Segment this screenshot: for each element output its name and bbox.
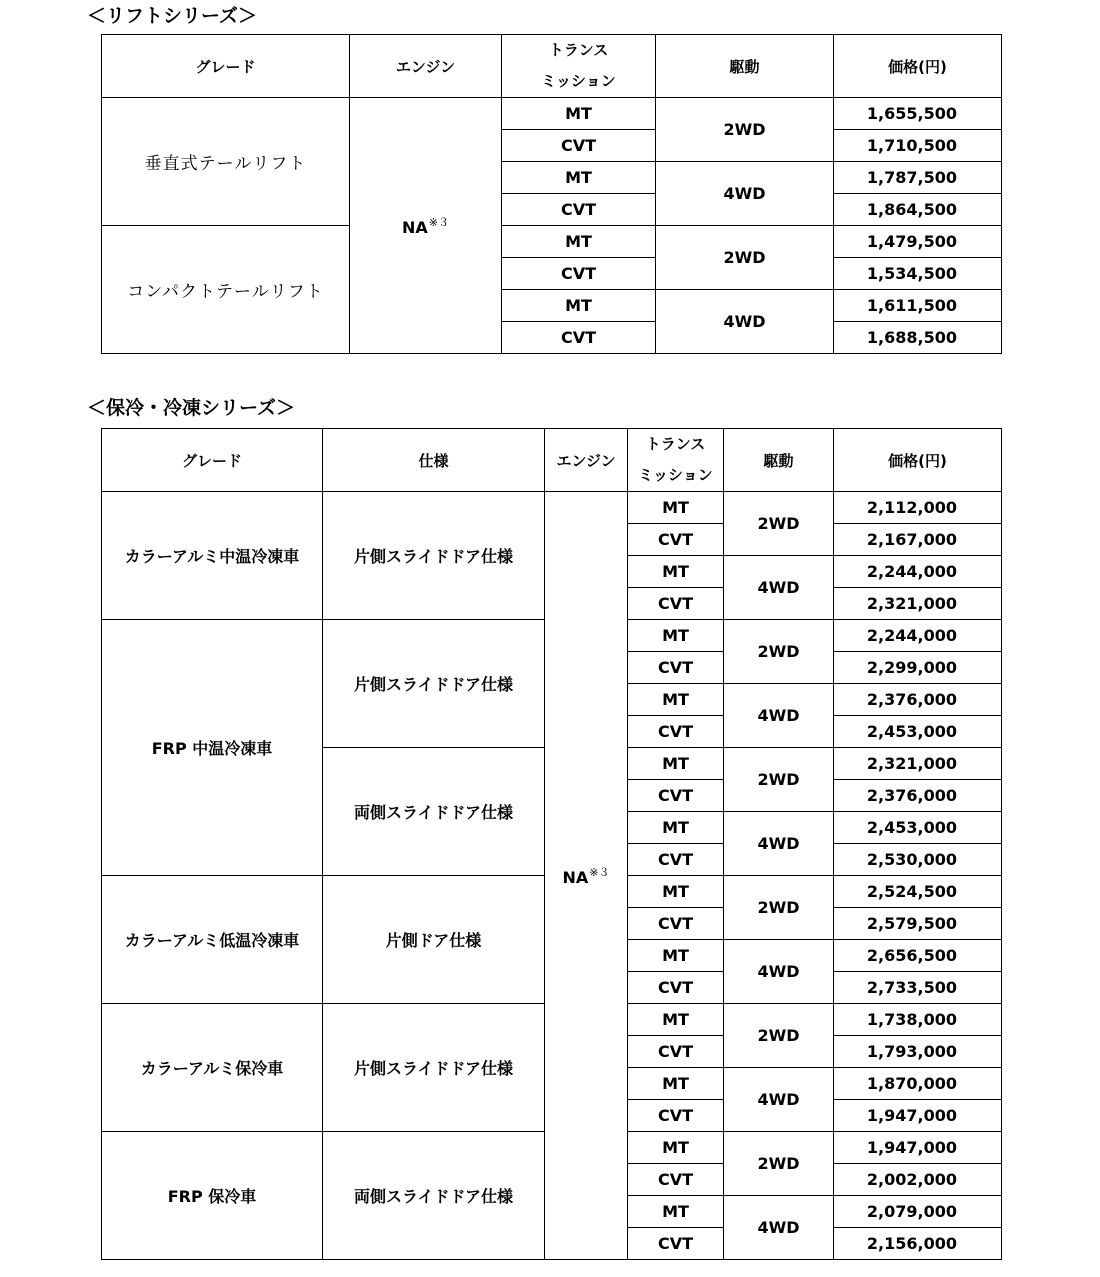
price-cell: 1,787,500 xyxy=(834,162,1002,194)
header-drive: 駆動 xyxy=(724,429,834,492)
spec-cell: 片側スライドドア仕様 xyxy=(323,620,545,748)
table-header-row xyxy=(102,429,1002,492)
header-transmission-line2: ミッション xyxy=(541,72,616,90)
transmission-cell: CVT xyxy=(628,1228,724,1260)
price-cell: 2,579,500 xyxy=(834,908,1002,940)
engine-footnote-mark: ※３ xyxy=(589,866,610,879)
price-cell: 2,244,000 xyxy=(834,620,1002,652)
transmission-cell: CVT xyxy=(628,908,724,940)
drive-cell: 4WD xyxy=(724,940,834,1004)
transmission-cell: MT xyxy=(628,940,724,972)
transmission-cell: CVT xyxy=(628,716,724,748)
price-cell: 2,453,000 xyxy=(834,812,1002,844)
grade-cell: カラーアルミ中温冷凍車 xyxy=(102,492,323,620)
grade-cell: 垂直式テールリフト xyxy=(102,98,350,226)
transmission-cell: CVT xyxy=(502,322,656,354)
engine-footnote-mark: ※３ xyxy=(428,216,449,229)
price-cell: 2,524,500 xyxy=(834,876,1002,908)
header-price: 価格(円) xyxy=(834,429,1002,492)
drive-cell: 4WD xyxy=(656,290,834,354)
drive-cell: 4WD xyxy=(724,684,834,748)
transmission-cell: MT xyxy=(628,748,724,780)
grade-cell: FRP 保冷車 xyxy=(102,1132,323,1260)
price-cell: 2,733,500 xyxy=(834,972,1002,1004)
price-cell: 1,710,500 xyxy=(834,130,1002,162)
header-price: 価格(円) xyxy=(834,35,1002,98)
drive-cell: 4WD xyxy=(724,556,834,620)
drive-cell: 2WD xyxy=(724,748,834,812)
grade-cell: カラーアルミ保冷車 xyxy=(102,1004,323,1132)
transmission-cell: CVT xyxy=(628,844,724,876)
price-cell: 1,655,500 xyxy=(834,98,1002,130)
transmission-cell: MT xyxy=(628,1132,724,1164)
price-cell: 1,534,500 xyxy=(834,258,1002,290)
drive-cell: 4WD xyxy=(724,812,834,876)
price-cell: 2,376,000 xyxy=(834,780,1002,812)
transmission-cell: MT xyxy=(628,876,724,908)
spec-cell: 片側スライドドア仕様 xyxy=(323,492,545,620)
drive-cell: 2WD xyxy=(724,876,834,940)
table-header-row xyxy=(102,35,1002,98)
header-transmission xyxy=(502,35,656,98)
spec-cell: 片側スライドドア仕様 xyxy=(323,1004,545,1132)
transmission-cell: CVT xyxy=(628,1100,724,1132)
drive-cell: 4WD xyxy=(656,162,834,226)
price-cell: 1,793,000 xyxy=(834,1036,1002,1068)
header-engine: エンジン xyxy=(545,429,628,492)
grade-cell: コンパクトテールリフト xyxy=(102,226,350,354)
lift-series-price-table xyxy=(101,34,1002,354)
transmission-cell: MT xyxy=(628,812,724,844)
drive-cell: 4WD xyxy=(724,1068,834,1132)
header-transmission-line1: トランス xyxy=(645,435,706,453)
transmission-cell: MT xyxy=(628,492,724,524)
transmission-cell: CVT xyxy=(502,258,656,290)
cold-series-price-table xyxy=(101,428,1002,1260)
transmission-cell: MT xyxy=(502,226,656,258)
price-cell: 1,870,000 xyxy=(834,1068,1002,1100)
transmission-cell: MT xyxy=(628,1068,724,1100)
price-cell: 1,611,500 xyxy=(834,290,1002,322)
transmission-cell: MT xyxy=(502,290,656,322)
drive-cell: 2WD xyxy=(724,620,834,684)
lift-series-title: ＜リフトシリーズ＞ xyxy=(87,5,258,27)
drive-cell: 2WD xyxy=(724,492,834,556)
grade-cell: カラーアルミ低温冷凍車 xyxy=(102,876,323,1004)
header-transmission-line2: ミッション xyxy=(638,466,713,484)
price-cell: 2,656,500 xyxy=(834,940,1002,972)
spec-cell: 両側スライドドア仕様 xyxy=(323,1132,545,1260)
transmission-cell: CVT xyxy=(628,1164,724,1196)
price-cell: 2,079,000 xyxy=(834,1196,1002,1228)
price-cell: 2,376,000 xyxy=(834,684,1002,716)
price-cell: 2,156,000 xyxy=(834,1228,1002,1260)
transmission-cell: CVT xyxy=(502,130,656,162)
engine-value: NA xyxy=(562,868,589,887)
header-transmission xyxy=(628,429,724,492)
spec-cell: 片側ドア仕様 xyxy=(323,876,545,1004)
drive-cell: 4WD xyxy=(724,1196,834,1260)
price-cell: 2,002,000 xyxy=(834,1164,1002,1196)
price-cell: 1,479,500 xyxy=(834,226,1002,258)
transmission-cell: MT xyxy=(628,684,724,716)
table-row xyxy=(102,226,1002,258)
drive-cell: 2WD xyxy=(656,98,834,162)
transmission-cell: CVT xyxy=(628,972,724,1004)
transmission-cell: CVT xyxy=(628,524,724,556)
price-cell: 2,112,000 xyxy=(834,492,1002,524)
price-cell: 1,947,000 xyxy=(834,1100,1002,1132)
engine-cell xyxy=(350,98,502,354)
table-row xyxy=(102,492,1002,524)
transmission-cell: CVT xyxy=(628,1036,724,1068)
price-cell: 1,947,000 xyxy=(834,1132,1002,1164)
transmission-cell: MT xyxy=(628,1004,724,1036)
price-cell: 2,453,000 xyxy=(834,716,1002,748)
transmission-cell: MT xyxy=(628,1196,724,1228)
header-grade: グレード xyxy=(102,35,350,98)
transmission-cell: MT xyxy=(502,98,656,130)
header-engine: エンジン xyxy=(350,35,502,98)
transmission-cell: CVT xyxy=(628,780,724,812)
drive-cell: 2WD xyxy=(724,1004,834,1068)
price-cell: 2,299,000 xyxy=(834,652,1002,684)
transmission-cell: MT xyxy=(628,620,724,652)
price-cell: 2,167,000 xyxy=(834,524,1002,556)
table-row xyxy=(102,98,1002,130)
price-cell: 2,321,000 xyxy=(834,748,1002,780)
price-cell: 2,321,000 xyxy=(834,588,1002,620)
grade-cell: FRP 中温冷凍車 xyxy=(102,620,323,876)
transmission-cell: MT xyxy=(628,556,724,588)
header-drive: 駆動 xyxy=(656,35,834,98)
header-grade: グレード xyxy=(102,429,323,492)
header-transmission-line1: トランス xyxy=(548,41,609,59)
price-cell: 1,864,500 xyxy=(834,194,1002,226)
drive-cell: 2WD xyxy=(656,226,834,290)
header-spec: 仕様 xyxy=(323,429,545,492)
price-cell: 2,530,000 xyxy=(834,844,1002,876)
transmission-cell: MT xyxy=(502,162,656,194)
engine-value: NA xyxy=(402,218,428,237)
price-cell: 2,244,000 xyxy=(834,556,1002,588)
transmission-cell: CVT xyxy=(628,652,724,684)
spec-cell: 両側スライドドア仕様 xyxy=(323,748,545,876)
engine-cell xyxy=(545,492,628,1260)
cold-series-title: ＜保冷・冷凍シリーズ＞ xyxy=(87,397,296,419)
price-cell: 1,738,000 xyxy=(834,1004,1002,1036)
transmission-cell: CVT xyxy=(628,588,724,620)
drive-cell: 2WD xyxy=(724,1132,834,1196)
price-cell: 1,688,500 xyxy=(834,322,1002,354)
transmission-cell: CVT xyxy=(502,194,656,226)
